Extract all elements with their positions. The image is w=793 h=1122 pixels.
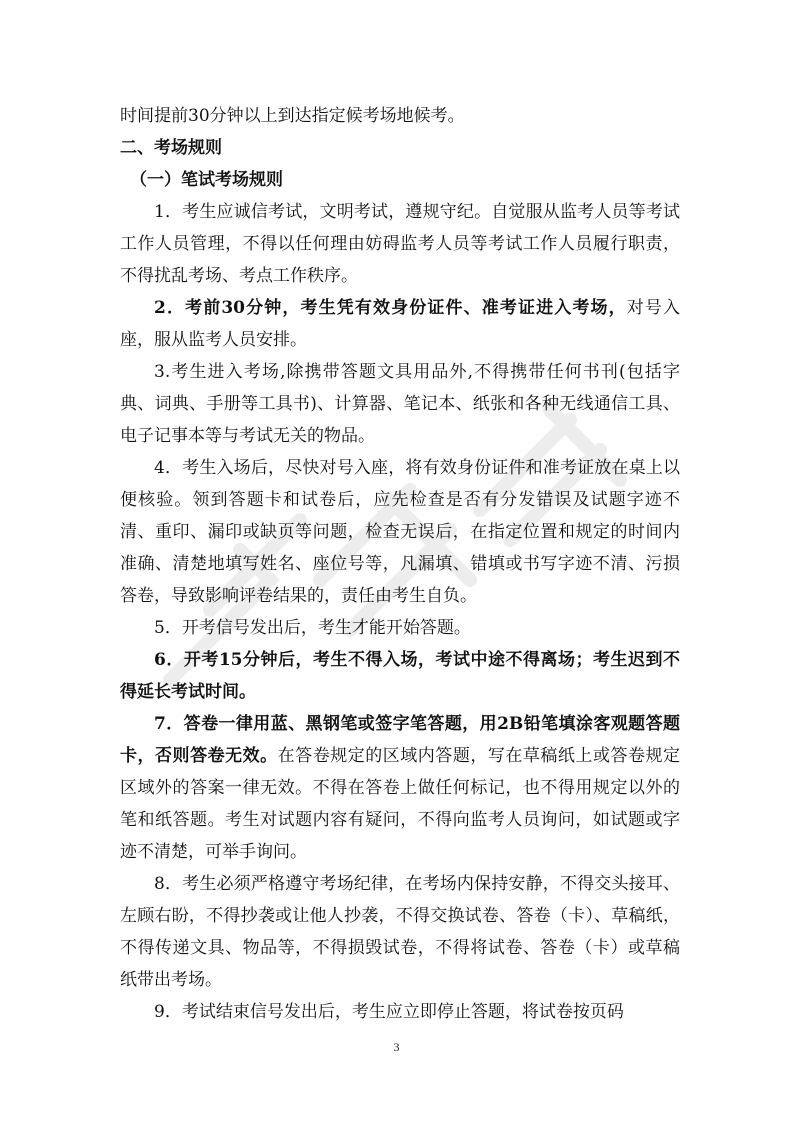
rule-paragraph-3 (120, 356, 680, 452)
rule-text: 5．开考信号发出后，考生才能开始答题。 (154, 618, 471, 638)
rule-emphasis-text: 7．答卷一律用蓝、黑钢笔或签字笔答题，用2B铅笔填涂客观题答题卡，否则答卷无效。 (120, 714, 680, 766)
rule-text: 1．考生应诚信考试，文明考试，遵规守纪。自觉服从监考人员等考试工作人员管理，不得以任何理由妨碍监考人员等考试工作人员履行职责，不得扰乱考场、考点工作秩序。 (120, 202, 680, 286)
rule-emphasis-text: 6．开考15分钟后，考生不得入场，考试中途不得离场；考生迟到不得延长考试时间。 (120, 650, 680, 702)
rule-paragraph-7 (120, 708, 680, 868)
rule-text: 8．考生必须严格遵守考场纪律，在考场内保持安静，不得交头接耳、左顾右盼，不得抄袭或让他人抄袭，不得交换试卷、答卷（卡）、草稿纸，不得传递文具、物品等，不得损毁试卷，不得将试卷、答卷（卡）或草稿纸带出考场。 (120, 874, 680, 990)
document-body (120, 100, 680, 1028)
rule-text: 在答卷规定的区域内答题，写在草稿纸上或答卷规定区域外的答案一律无效。不得在答卷上做任何标记，也不得用规定以外的笔和纸答题。考生对试题内容有疑问，不得向监考人员询问，如试题或字迹不清楚，可举手询问。 (120, 746, 681, 862)
rule-emphasis-text: 2．考前30分钟，考生凭有效身份证件、准考证进入考场， (154, 298, 627, 318)
rule-paragraph-6 (120, 644, 680, 708)
rule-text: 9．考试结束信号发出后，考生应立即停止答题，将试卷按页码 (154, 1002, 624, 1022)
rule-paragraph-8 (120, 868, 680, 996)
rules-list (120, 196, 680, 1028)
rule-paragraph-4 (120, 452, 680, 612)
section-title: 二、考场规则 (120, 138, 222, 158)
rule-text: 3.考生进入考场,除携带答题文具用品外,不得携带任何书刊(包括字典、词典、手册等工具书)、计算器、笔记本、纸张和各种无线通信工具、电子记事本等与考试无关的物品。 (120, 362, 680, 446)
rule-paragraph-1 (120, 196, 680, 292)
subsection-title: （一）笔试考场规则 (130, 170, 283, 190)
rule-text: 对号入座，服从监考人员安排。 (120, 298, 680, 350)
rule-paragraph-2 (120, 292, 680, 356)
continuation-text: 时间提前30分钟以上到达指定候考场地候考。 (120, 106, 465, 126)
rule-paragraph-9 (120, 996, 680, 1028)
rule-paragraph-5 (120, 612, 680, 644)
page-number: 3 (393, 1040, 400, 1054)
rule-text: 4．考生入场后，尽快对号入座，将有效身份证件和准考证放在桌上以便核验。领到答题卡和试卷后，应先检查是否有分发错误及试题字迹不清、重印、漏印或缺页等问题，检查无误后，在指定位置和规定的时间内准确、清楚地填写姓名、座位号等，凡漏填、错填或书写字迹不清、污损答卷，导致影响评卷结果的，责任由考生自负。 (120, 458, 680, 606)
